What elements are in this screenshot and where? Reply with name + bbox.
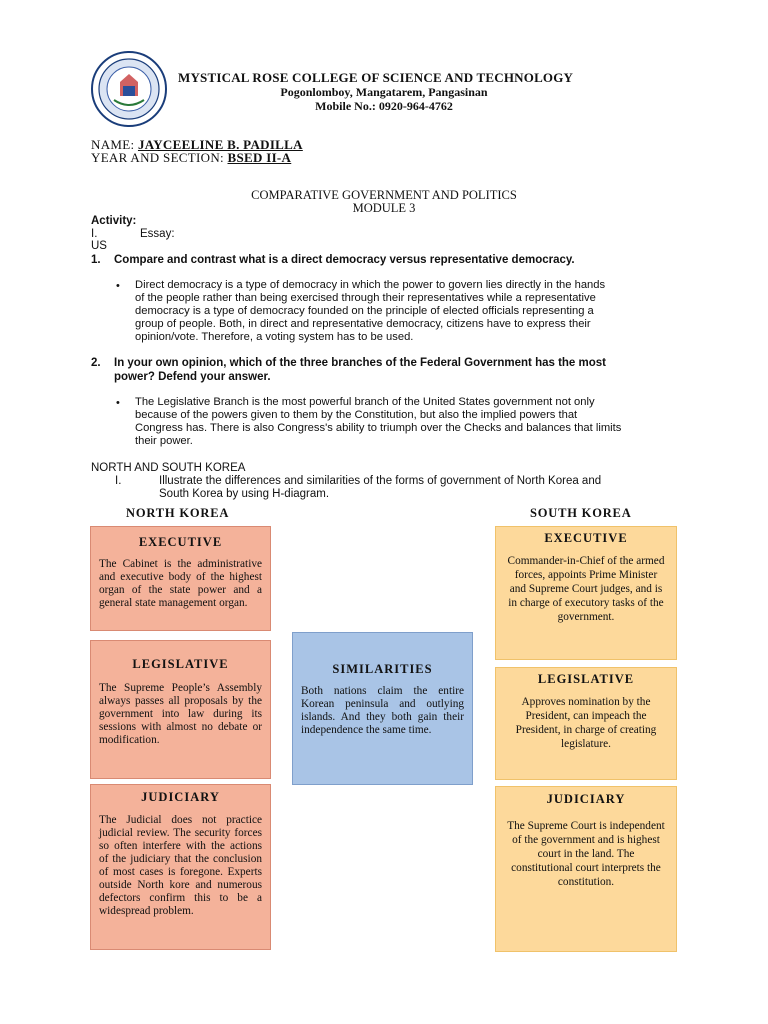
answer-2 [135, 396, 677, 448]
college-mobile: Mobile No.: 0920-964-4762 [315, 99, 453, 113]
section-label: YEAR AND SECTION: [91, 150, 228, 165]
korea-item-num: I. [115, 475, 122, 487]
korea-instruction-2: South Korea by using H-diagram. [159, 488, 330, 500]
name-label: NAME: [91, 137, 138, 152]
south-legislative-title: LEGISLATIVE [537, 672, 635, 686]
south-executive-text: Commander-in-Chief of the armed forces, appoints Prime Minister and Supreme Court judges, and is in charge of executory tasks of the government. [507, 555, 665, 623]
question-1-number: 1. [91, 254, 101, 266]
answer-1-line: democracy is a type of democracy founded on the principle of elected officials representing a [135, 305, 594, 317]
course-title: COMPARATIVE GOVERNMENT AND POLITICS [251, 188, 517, 202]
similarities-title: SIMILARITIES [332, 662, 433, 676]
answer-2-line: The Legislative Branch is the most powerful branch of the United States government not only [135, 396, 595, 408]
south-executive-title: EXECUTIVE [544, 531, 628, 545]
north-executive-title: EXECUTIVE [138, 535, 223, 549]
section-value: BSED II-A [227, 150, 292, 165]
question-2-line1: In your own opinion, which of the three branches of the Federal Government has the most [114, 357, 607, 369]
north-judiciary-title: JUDICIARY [141, 790, 220, 804]
answer-1-line: group of people. Both, in direct and representative democracy, citizens have to express their [135, 318, 591, 330]
question-1-text: Compare and contrast what is a direct democracy versus representative democracy. [114, 254, 575, 266]
similarities-box [292, 632, 473, 785]
activity-item-num: I. [91, 228, 98, 240]
bullet-icon: • [116, 397, 120, 409]
north-judiciary-text: The Judicial does not practice judicial review. The security forces so often interfere with the actions of the judiciary that the conclusion of most cases is foregone. Experts outside North kore and numerous defectors confirm this to be a widespread problem. [99, 814, 262, 917]
north-executive-text: The Cabinet is the administrative and executive body of the highest organ of the state power and a general state management organ. [99, 558, 262, 609]
name-value: JAYCEELINE B. PADILLA [137, 137, 303, 152]
south-executive-box [495, 526, 677, 660]
answer-2-line: Congress has. There is also Congress's ability to triumph over the Checks and balances that limits [135, 422, 622, 434]
answer-1-line: opinion/vote. Therefore, a voting system has to be used. [135, 331, 414, 343]
bullet-icon: • [116, 280, 120, 292]
activity-item-label: Essay: [140, 228, 175, 240]
south-judiciary-title: JUDICIARY [546, 792, 626, 806]
similarities-text: Both nations claim the entire Korean peninsula and outlying islands. And they both gain their independence the same time. [301, 685, 464, 736]
answer-2-line: because of the powers given to them by the Constitution, but also the implied powers that [135, 409, 578, 421]
activity-label: Activity: [91, 215, 137, 227]
south-judiciary-box [495, 786, 677, 952]
south-legislative-box [495, 667, 677, 780]
north-judiciary-box [90, 784, 271, 950]
answer-1-line: of the people rather than being exercised through their representatives while a representative [135, 292, 596, 304]
korea-instruction-1: Illustrate the differences and similarities of the forms of government of North Korea and [159, 475, 602, 487]
north-legislative-title: LEGISLATIVE [132, 657, 229, 671]
south-korea-label: SOUTH KOREA [530, 506, 632, 520]
country-label: US [91, 240, 107, 252]
north-legislative-text: The Supreme People’s Assembly always passes all proposals by the government into law during its sessions with almost no debate or modification. [99, 682, 262, 746]
north-legislative-box [90, 640, 271, 779]
module-title: MODULE 3 [352, 201, 416, 215]
north-korea-label: NORTH KOREA [126, 506, 230, 520]
question-2-line2: power? Defend your answer. [114, 371, 271, 383]
korea-heading: NORTH AND SOUTH KOREA [91, 462, 246, 474]
question-2-number: 2. [91, 357, 101, 369]
answer-1-line: Direct democracy is a type of democracy in which the power to govern lies directly in the hands [135, 279, 606, 291]
south-legislative-text: Approves nomination by the President, can impeach the President, in charge of creating legislature. [515, 696, 657, 750]
north-executive-box [90, 526, 271, 631]
section-field [91, 150, 291, 166]
answer-2-line: their power. [135, 435, 193, 447]
south-judiciary-text: The Supreme Court is independent of the government and is highest court in the land. The constitutional court interprets the constitution. [507, 820, 665, 888]
answer-1 [135, 279, 677, 344]
college-address: Pogonlomboy, Mangatarem, Pangasinan [280, 85, 488, 99]
college-name: MYSTICAL ROSE COLLEGE OF SCIENCE AND TECHNOLOGY [178, 70, 574, 85]
